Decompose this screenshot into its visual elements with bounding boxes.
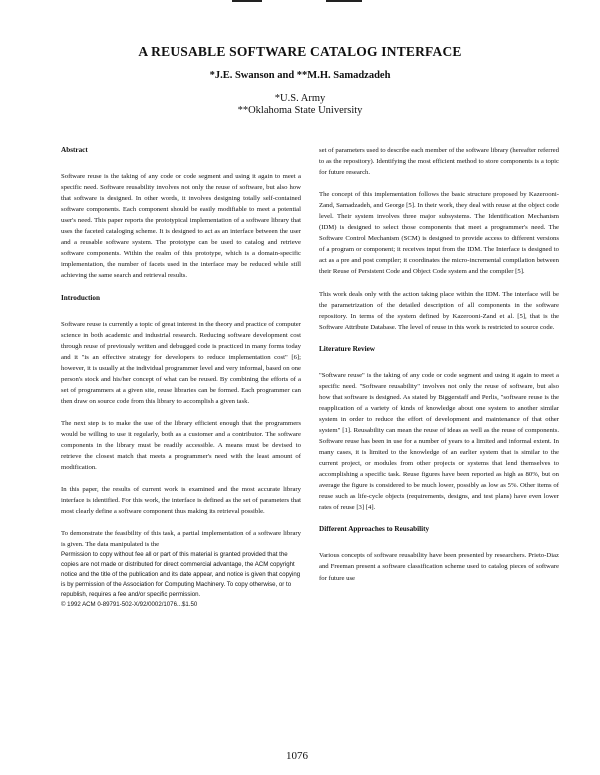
affiliation-osu: **Oklahoma State University: [237, 105, 363, 116]
copyright-permission: Permission to copy without fee all or part of this material is granted provided that the copies are not made or distributed for direct commercial advantage, the ACM copyright notice and the title of the publication and its date appear, and notice is given that copying is by permission of the Association for Computing Machinery. To copy otherwise, or to republish, requires a fee and/or specific permission.: [61, 551, 301, 599]
top-rule-right: [326, 0, 362, 2]
copyright-notice: [61, 550, 301, 610]
intro-paragraph-4: To demonstrate the feasibility of this task, a partial implementation of a software library is given. The data manipulated is the: [61, 530, 301, 549]
affiliation-us-army: *U.S. Army: [274, 93, 326, 104]
different-approaches-heading: Different Approaches to Reusability: [319, 525, 430, 534]
literature-review-heading: Literature Review: [319, 344, 375, 353]
abstract-heading: Abstract: [61, 146, 88, 154]
right-paragraph-3: This work deals only with the action taking place within the IDM. The interface will be the parametrization of the detailed description of all components in the software repository. In terms of the system defined by Kazerooni-Zand et al. [5], that is the Software Attribute Database. The level of reuse in this work is restricted to source code.: [319, 290, 559, 331]
left-column: [61, 145, 301, 610]
intro-paragraph-3: In this paper, the results of current work is examined and the most accurate library interface is identified. For this work, the interface is defined as the set of parameters that most clearly define a software component thus making its retrieval possible.: [61, 486, 301, 516]
introduction-heading: Introduction: [61, 293, 101, 302]
page-number: 1076: [286, 750, 308, 762]
abstract-text: Software reuse is the taking of any code or code segment and using it again to meet a specific need. Software reusability involves not only the reuse of software, but also how that software is designed. In other words, it involves designing totally self-contained software components. Each component should be easily modifiable to meet a potential user's need. This paper reports the prototypical implementation of a software library that uses the faceted cataloging scheme. It is designed to act as an interface between the user and a reusable software system. The prototype can be used to catalog and retrieve software components. Within the realm of this prototype, which is a domain-specific implementation, the number of facets used in the interface may be reduced while still achieving the same search and retrieval results.: [61, 173, 301, 280]
right-paragraph-1: set of parameters used to describe each member of the software library (hereafter referred to as the repository). Identifying the most efficient method to store components is a topic for future research.: [319, 147, 559, 177]
copyright-line: © 1992 ACM 0-89791-502-X/92/0002/1076...$1.50: [61, 601, 198, 609]
top-rule-left: [232, 0, 262, 2]
different-approaches-paragraph: Various concepts of software reusability have been presented by researchers. Prieto-Diaz and Freeman present a software classification scheme used to catalog pieces of software for future use: [319, 552, 559, 582]
literature-review-paragraph: "Software reuse" is the taking of any code or code segment and using it again to meet a specific need. "Software reusability" involves not only the reuse of software, but also how that software is designed. As stated by Biggerstaff and Perlis, "software reuse is the reapplication of a variety of kinds of knowledge about one system to another similar system in order to reduce the effort of development and maintenance of that other system" [1]. Reusability can mean the reuse of ideas as well as the reuse of components. Software reuse has been in use for a number of years to a limited and informal extent. In many cases, it is limited to the knowledge of an earlier system that is similar to the current project, or modules from other projects or systems that lend themselves to accomplishing a specific task. Reuse figures have been reported as high as 80%, but on average the figure is considered to be much lower, possibly as low as 5%. Other items of reuse such as life-cycle objects (requirements, designs, and test plans) have even lower rates of reuse [3] [4].: [319, 371, 559, 512]
right-paragraph-2: The concept of this implementation follows the basic structure proposed by Kazerooni-Zand, Samadzadeh, and George [5]. In their work, they deal with reuse at the object code level. Their system involves three major subsystems. The Identification Mechanism (IDM) is designed to select those components that meet a programmer's need. The Software Control Mechanism (SCM) is designed to provide access to different versions of a program or component; it receives input from the IDM. The Interface is designed to act as a pre and post compiler; it coordinates the micro-incremental compilation between their Reuse of Persistent Code and Object Code system and the compiler [5].: [319, 191, 559, 276]
author-line: *J.E. Swanson and **M.H. Samadzadeh: [209, 70, 391, 81]
intro-paragraph-2: The next step is to make the use of the library efficient enough that the programmers would be willing to use it regularly, both as a customer and a contributor. The software components in the library must be readily accessible. A means must be devised to retrieve the closest match that meets a programmer's need with the least amount of modification.: [61, 419, 301, 472]
intro-paragraph-1: Software reuse is currently a topic of great interest in the theory and practice of computer science in both academic and industrial research. Reducing software development cost through reuse of previously written and debugged code is practiced in many forms today and it "is an effective strategy for developers to reduce implementation cost" [6]; however, it is usually at the individual programmer level and very informal, based on one person's stock and his/her concept of what can be reused. By combining the efforts of a set of programmers at a given site, reuse libraries can be formed. Each programmer can then draw on source code from this library to accomplish a given task.: [61, 320, 301, 405]
right-column: [319, 145, 559, 595]
paper-title: A REUSABLE SOFTWARE CATALOG INTERFACE: [138, 44, 462, 59]
